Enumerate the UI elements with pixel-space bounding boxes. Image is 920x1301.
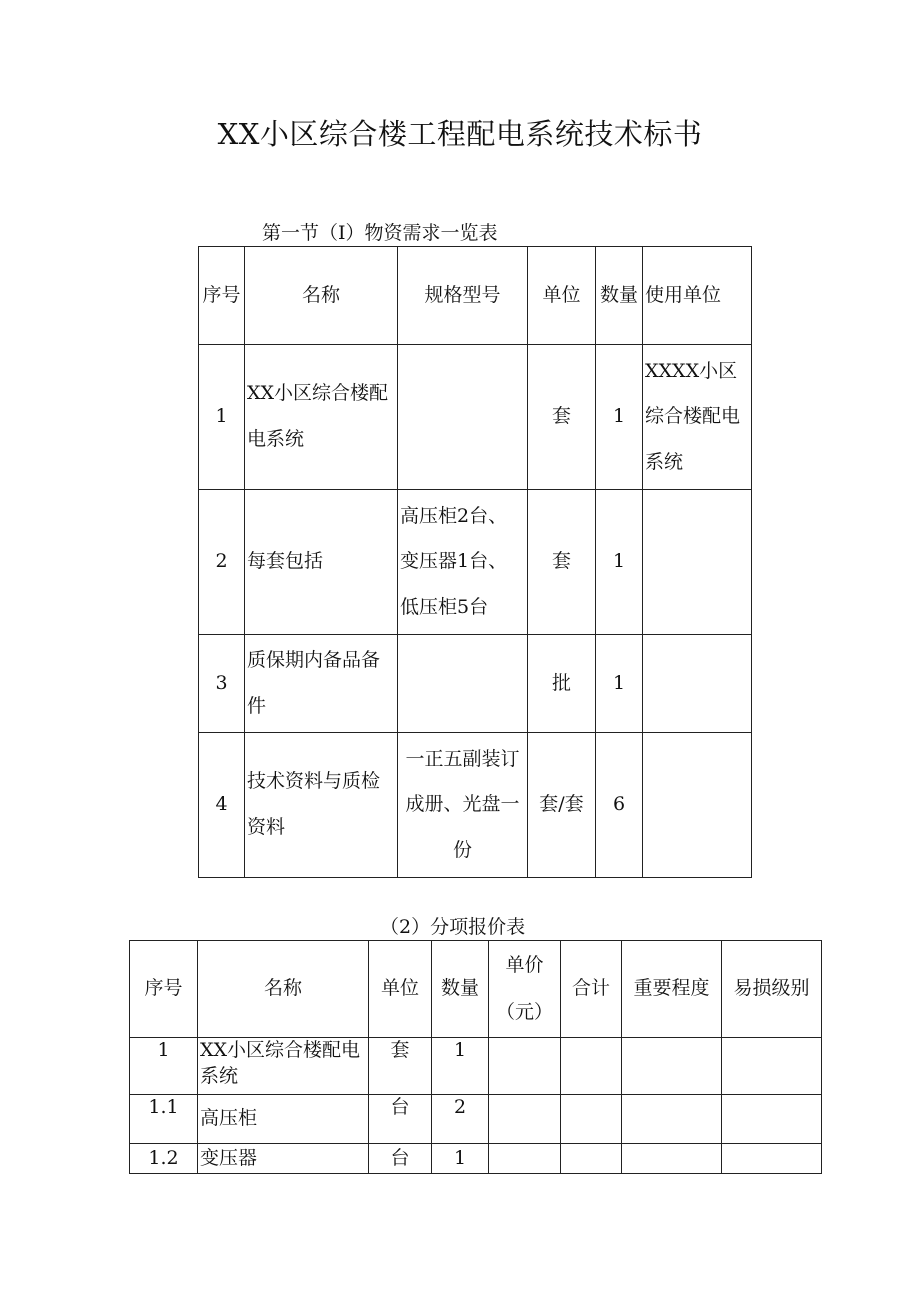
table1-caption: 第一节（I）物资需求一览表 [262, 222, 498, 244]
table-row [130, 1144, 822, 1174]
itemized-quote-table [129, 940, 822, 1174]
table-row [130, 1095, 822, 1144]
cell-no: 1 [130, 1038, 198, 1095]
cell-no: 2 [199, 490, 245, 635]
cell-no: 3 [199, 635, 245, 733]
document-title: XX小区综合楼工程配电系统技术标书 [217, 117, 703, 151]
cell-qty: 6 [596, 733, 643, 878]
header-cell: 数量 [432, 941, 489, 1038]
table-row [199, 733, 752, 878]
cell-qty: 1 [432, 1144, 489, 1174]
cell-name: 质保期内备品备件 [245, 635, 398, 733]
cell-qty: 1 [596, 345, 643, 490]
cell-price [489, 1144, 561, 1174]
cell-importance [622, 1038, 722, 1095]
header-cell: 单位 [528, 247, 596, 345]
cell-wear [722, 1144, 822, 1174]
cell-no: 4 [199, 733, 245, 878]
cell-price [489, 1095, 561, 1144]
table-row [199, 490, 752, 635]
table-header-row [199, 247, 752, 345]
cell-user [643, 635, 752, 733]
header-cell: 使用单位 [643, 247, 752, 345]
header-cell: 重要程度 [622, 941, 722, 1038]
header-cell: 规格型号 [398, 247, 528, 345]
table-header-row [130, 941, 822, 1038]
table-row [199, 345, 752, 490]
cell-no: 1 [199, 345, 245, 490]
cell-importance [622, 1095, 722, 1144]
cell-qty: 1 [596, 490, 643, 635]
cell-name: 变压器 [198, 1144, 369, 1174]
cell-user [643, 490, 752, 635]
cell-wear [722, 1095, 822, 1144]
cell-user [643, 733, 752, 878]
cell-qty: 2 [432, 1095, 489, 1144]
material-requirements-table [198, 246, 752, 878]
header-cell: 合计 [561, 941, 622, 1038]
cell-no: 1.2 [130, 1144, 198, 1174]
cell-total [561, 1095, 622, 1144]
header-cell: 单位 [369, 941, 432, 1038]
cell-importance [622, 1144, 722, 1174]
cell-unit: 套 [369, 1038, 432, 1095]
cell-unit: 套/套 [528, 733, 596, 878]
cell-name: 每套包括 [245, 490, 398, 635]
header-cell: 名称 [245, 247, 398, 345]
table-row [130, 1038, 822, 1095]
header-cell: 单价（元） [489, 941, 561, 1038]
cell-spec: 高压柜2台、变压器1台、低压柜5台 [398, 490, 528, 635]
table-row [199, 635, 752, 733]
cell-no: 1.1 [130, 1095, 198, 1144]
cell-unit: 台 [369, 1095, 432, 1144]
cell-spec [398, 345, 528, 490]
table2-caption: （2）分项报价表 [380, 916, 526, 938]
cell-name: XX小区综合楼配电系统 [198, 1038, 369, 1095]
cell-total [561, 1038, 622, 1095]
cell-spec [398, 635, 528, 733]
cell-price [489, 1038, 561, 1095]
cell-qty: 1 [432, 1038, 489, 1095]
header-cell: 数量 [596, 247, 643, 345]
header-cell: 名称 [198, 941, 369, 1038]
cell-qty: 1 [596, 635, 643, 733]
cell-wear [722, 1038, 822, 1095]
header-cell: 序号 [130, 941, 198, 1038]
cell-name: 技术资料与质检资料 [245, 733, 398, 878]
cell-unit: 台 [369, 1144, 432, 1174]
header-cell: 易损级别 [722, 941, 822, 1038]
cell-name: XX小区综合楼配电系统 [245, 345, 398, 490]
cell-unit: 套 [528, 345, 596, 490]
cell-total [561, 1144, 622, 1174]
cell-user: XXXX小区综合楼配电系统 [643, 345, 752, 490]
cell-unit: 套 [528, 490, 596, 635]
cell-spec: 一正五副装订成册、光盘一份 [398, 733, 528, 878]
header-cell: 序号 [199, 247, 245, 345]
cell-name: 高压柜 [198, 1095, 369, 1144]
cell-unit: 批 [528, 635, 596, 733]
